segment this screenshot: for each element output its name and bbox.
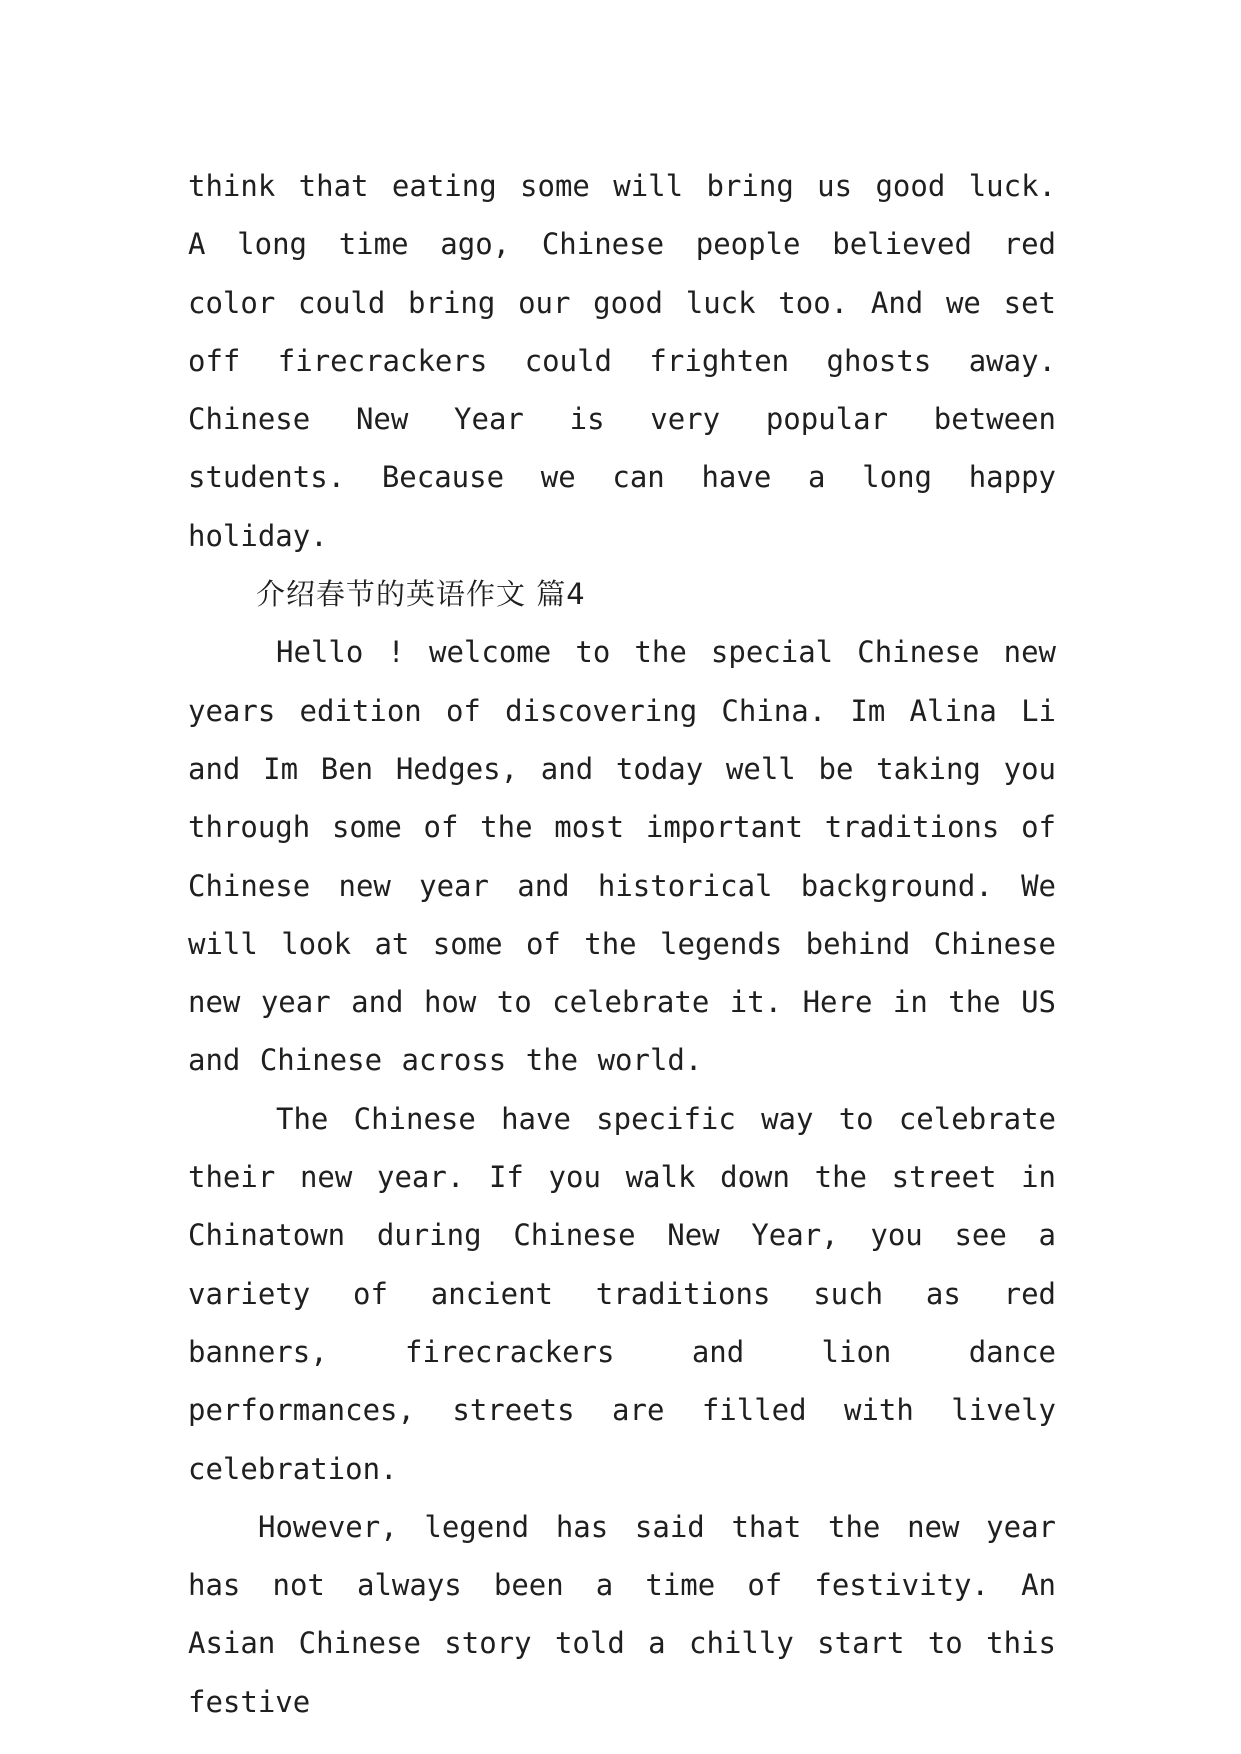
- paragraph-traditions: The Chinese have specific way to celebrate their new year. If you walk down the street in Chinatown during Chinese New Year, you see a variety of ancient traditions such as red banners, firecrackers and lion dance performances, streets are filled with lively celebration.: [188, 1101, 1056, 1486]
- document-body: [188, 157, 1056, 1731]
- paragraph-continuation: think that eating some will bring us good luck. A long time ago, Chinese people believed red color could bring our good luck too. And we set off firecrackers could frighten ghosts away. Chinese New Year is very popular between students. Because we can have a long happy holiday.: [188, 169, 1056, 553]
- essay-heading: 介绍春节的英语作文 篇4: [256, 577, 586, 612]
- paragraph-intro: Hello ! welcome to the special Chinese new years edition of discovering China. Im Alina Li and Im Ben Hedges, and today well be taking you through some of the most important traditions of Chinese new year and historical background. We will look at some of the legends behind Chinese new year and how to celebrate it. Here in the US and Chinese across the world.: [188, 635, 1056, 1078]
- paragraph-legend: However, legend has said that the new year has not always been a time of festivity. An Asian Chinese story told a chilly start to this festive: [188, 1509, 1056, 1719]
